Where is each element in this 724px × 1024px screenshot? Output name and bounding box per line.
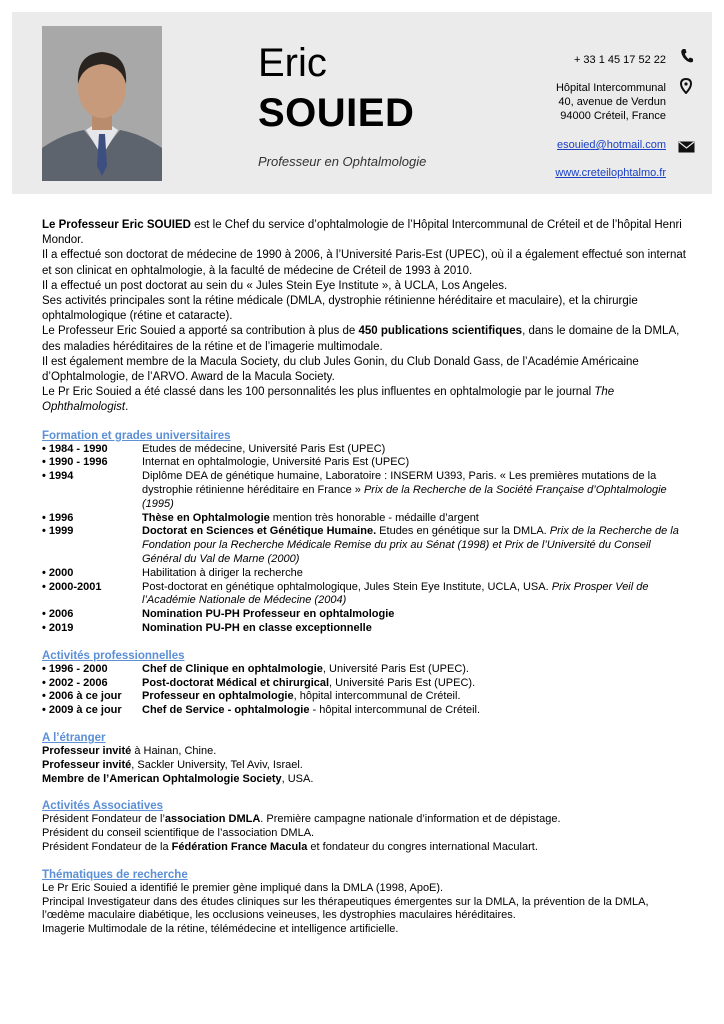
intro-text: . (125, 401, 129, 414)
item-text-part: Professeur invité (42, 758, 132, 771)
list-item (42, 608, 692, 622)
item-text-part: Habilitation à diriger la recherche (142, 566, 303, 579)
item-text-part: Président du conseil scientifique de l’association DMLA. (42, 827, 315, 840)
intro-bold: Le Professeur Eric SOUIED (42, 219, 191, 231)
list-item (42, 525, 692, 566)
intro-line (42, 218, 692, 248)
item-date: • 1996 (42, 511, 74, 524)
item-text-part: , Sackler University, Tel Aviv, Israel. (131, 758, 303, 771)
item-date: • 2009 à ce jour (42, 704, 122, 717)
item-date: • 2000 (42, 566, 74, 579)
section-title-recherche: Thématiques de recherche (42, 868, 188, 881)
item-text-part: Internat en ophtalmologie, Université Paris Est (UPEC) (142, 456, 410, 469)
item-text-part: , USA. (281, 772, 314, 785)
item-text-part: Le Pr Eric Souied a identifié le premier gène impliqué dans la DMLA (1998, ApoE). (42, 881, 444, 894)
item-text (142, 690, 692, 704)
cv-content (42, 218, 692, 937)
list-item (42, 704, 692, 718)
item-text-part: à Hainan, Chine. (131, 744, 217, 757)
item-text-part: Nomination PU-PH Professeur en ophtalmologie (142, 608, 395, 621)
intro-line (42, 279, 692, 294)
list-item (42, 690, 692, 704)
item-date: • 2002 - 2006 (42, 676, 108, 689)
item-text-part: , Université Paris Est (UPEC). (322, 662, 469, 675)
item-text (142, 581, 692, 609)
intro-text: Le Professeur Eric Souied a apporté sa contribution à plus de (42, 325, 359, 338)
section-title-activites: Activités professionnelles (42, 649, 185, 662)
associatives-list (42, 813, 692, 854)
etranger-list (42, 745, 692, 786)
list-item (42, 882, 692, 896)
cv-header (12, 12, 712, 194)
address-line: 40, avenue de Verdun (558, 96, 666, 108)
intro-line (42, 248, 692, 278)
job-title: Professeur en Ophtalmologie (258, 154, 427, 169)
intro-italic: The Ophthalmologist (42, 386, 615, 414)
item-text-part: Prix de la Recherche de la Société Française d’Ophtalmologie (1995) (142, 484, 667, 510)
list-item (42, 827, 692, 841)
email-link[interactable]: esouied@hotmail.com (557, 139, 666, 151)
item-text (142, 443, 692, 457)
list-item (42, 677, 692, 691)
item-text-part: Imagerie Multimodale de la rétine, télémédecine et intelligence artificielle. (42, 923, 399, 936)
item-date: • 1984 - 1990 (42, 442, 108, 455)
item-text-part: Post-doctorat en génétique ophtalmologique, Jules Stein Eye Institute, UCLA, USA. (142, 580, 552, 593)
list-item (42, 512, 692, 526)
intro-line (42, 324, 692, 354)
item-text-part: Prix Prosper Veil de l’Académie Nationale de Médecine (2004) (142, 580, 649, 607)
intro-line (42, 385, 692, 415)
item-text-part: Etudes de médecine, Université Paris Est (UPEC) (142, 442, 386, 455)
intro-text: Il est également membre de la Macula Society, du club Jules Gonin, du Club Donald Gass, de l’Académie Américaine d’Ophtalmologie, de l’ARVO. Award de la Macula Society. (42, 355, 639, 384)
location-pin-icon (680, 78, 692, 99)
item-text-part: association DMLA (164, 813, 261, 826)
item-text (142, 456, 692, 470)
activites-list (42, 663, 692, 718)
item-text-part: . Première campagne nationale d’information et de dépistage. (260, 813, 561, 826)
item-text-part: Fédération France Macula (171, 840, 308, 853)
item-text-part: , hôpital intercommunal de Créteil. (293, 690, 461, 703)
item-text (142, 677, 692, 691)
list-item (42, 773, 692, 787)
item-date: • 1990 - 1996 (42, 456, 108, 469)
recherche-list (42, 882, 692, 937)
item-text-part: Professeur en ophtalmologie (142, 690, 294, 703)
item-text (142, 663, 692, 677)
item-text-part: Post-doctorat Médical et chirurgical (142, 676, 330, 689)
intro-text: Ses activités principales sont la rétine médicale (DMLA, dystrophie rétinienne héréditaire et maculaire), et la chirurgie ophtalmologique (rétine et cataracte). (42, 295, 638, 323)
address-line: Hôpital Intercommunal (555, 82, 666, 94)
phone-number[interactable]: + 33 1 45 17 52 22 (573, 54, 666, 66)
item-text-part: Chef de Clinique en ophtalmologie (142, 662, 323, 675)
item-text (142, 525, 692, 566)
list-item (42, 745, 692, 759)
item-date: • 1994 (42, 470, 74, 483)
last-name: SOUIED (258, 91, 415, 135)
item-date: • 2000-2001 (42, 580, 102, 593)
section-title-etranger: A l’étranger (42, 731, 106, 744)
item-text-part: Membre de l’American Ophtalmologie Society (42, 772, 282, 785)
list-item (42, 841, 692, 855)
item-text (142, 608, 692, 622)
item-date: • 2006 à ce jour (42, 690, 122, 703)
list-item (42, 470, 692, 511)
item-text-part: Président Fondateur de l’ (42, 813, 165, 826)
item-text (142, 704, 692, 718)
item-date: • 1999 (42, 525, 74, 538)
item-text (142, 512, 692, 526)
item-text-part: Diplôme DEA de génétique humaine, Laboratoire : INSERM U393, Paris. « Les premières mutations de la dystrophie rétinienne héréditaire en France » (142, 470, 657, 497)
item-text-part: Chef de Service - ophtalmologie (142, 704, 310, 717)
item-text (142, 470, 692, 511)
item-text-part: Thèse en Ophtalmologie (142, 511, 270, 524)
item-text (142, 567, 692, 581)
list-item (42, 923, 692, 937)
section-title-associatives: Activités Associatives (42, 800, 164, 813)
item-text-part: Nomination PU-PH en classe exceptionnelle (142, 622, 372, 634)
intro-line (42, 355, 692, 385)
envelope-icon (678, 140, 695, 158)
item-text-part: - hôpital intercommunal de Créteil. (309, 704, 481, 717)
intro-text: est le Chef du service d’ophtalmologie de l’Hôpital Intercommunal de Créteil et de l’hôpital Henri Mondor. (42, 219, 682, 247)
item-text-part: Doctorat en Sciences et Génétique Humaine. (142, 525, 377, 538)
list-item (42, 567, 692, 581)
profile-photo (42, 26, 162, 181)
item-date: • 1996 - 2000 (42, 662, 108, 675)
item-text-part: Professeur invité (42, 744, 132, 757)
list-item (42, 813, 692, 827)
item-text-part: Principal Investigateur dans des études cliniques sur les thérapeutiques émergentes sur la DMLA, la prévention de la DMLA, l’œdème maculaire diabétique, les occlusions veineuses, les dystrophies maculaires héréditaires. (42, 895, 649, 922)
intro-paragraph (42, 218, 692, 416)
list-item (42, 759, 692, 773)
section-title-formation: Formation et grades universitaires (42, 429, 231, 442)
address-line: 94000 Créteil, France (560, 110, 666, 122)
item-date: • 2019 (42, 622, 74, 634)
item-text-part: , Université Paris Est (UPEC). (329, 676, 476, 689)
intro-text: Le Pr Eric Souied a été classé dans les 100 personnalités les plus influentes en ophtalmologie par le journal (42, 386, 595, 399)
intro-text: Il a effectué un post doctorat au sein du « Jules Stein Eye Institute », à UCLA, Los Angeles. (42, 279, 508, 292)
item-date: • 2006 (42, 608, 74, 621)
intro-text: , dans le domaine de la DMLA, des maladies héréditaires de la rétine et de l’imagerie multimodale. (42, 325, 680, 353)
website-link[interactable]: www.creteilophtalmo.fr (555, 167, 666, 179)
list-item (42, 443, 692, 457)
address-block (556, 81, 666, 123)
formation-list (42, 443, 692, 636)
first-name: Eric (258, 41, 327, 85)
list-item (42, 581, 692, 609)
intro-line (42, 294, 692, 324)
list-item (42, 896, 692, 924)
item-text-part: mention très honorable - médaille d’argent (269, 511, 479, 524)
intro-bold: 450 publications scientifiques (358, 325, 523, 338)
list-item (42, 622, 692, 636)
item-text-part: et fondateur du congres international Maculart. (307, 840, 538, 853)
list-item (42, 456, 692, 470)
item-text-part: Président Fondateur de la (42, 840, 172, 853)
list-item (42, 663, 692, 677)
item-text-part: Etudes en génétique sur la DMLA. (376, 525, 550, 538)
phone-icon (680, 48, 694, 69)
item-text (142, 622, 692, 636)
intro-text: Il a effectué son doctorat de médecine de 1990 à 2006, à l’Université Paris-Est (UPEC), où il a également effectué son internat et son clinicat en ophtalmologie, à la faculté de médecine de Créteil de 1993 à 2010. (42, 249, 686, 277)
item-text-part: Prix de la Recherche de la Fondation pour la Recherche Médicale Remise du prix au Sénat (1998) et Prix de l’Université du Conseil Général du Val de Marne (2000) (142, 525, 679, 566)
